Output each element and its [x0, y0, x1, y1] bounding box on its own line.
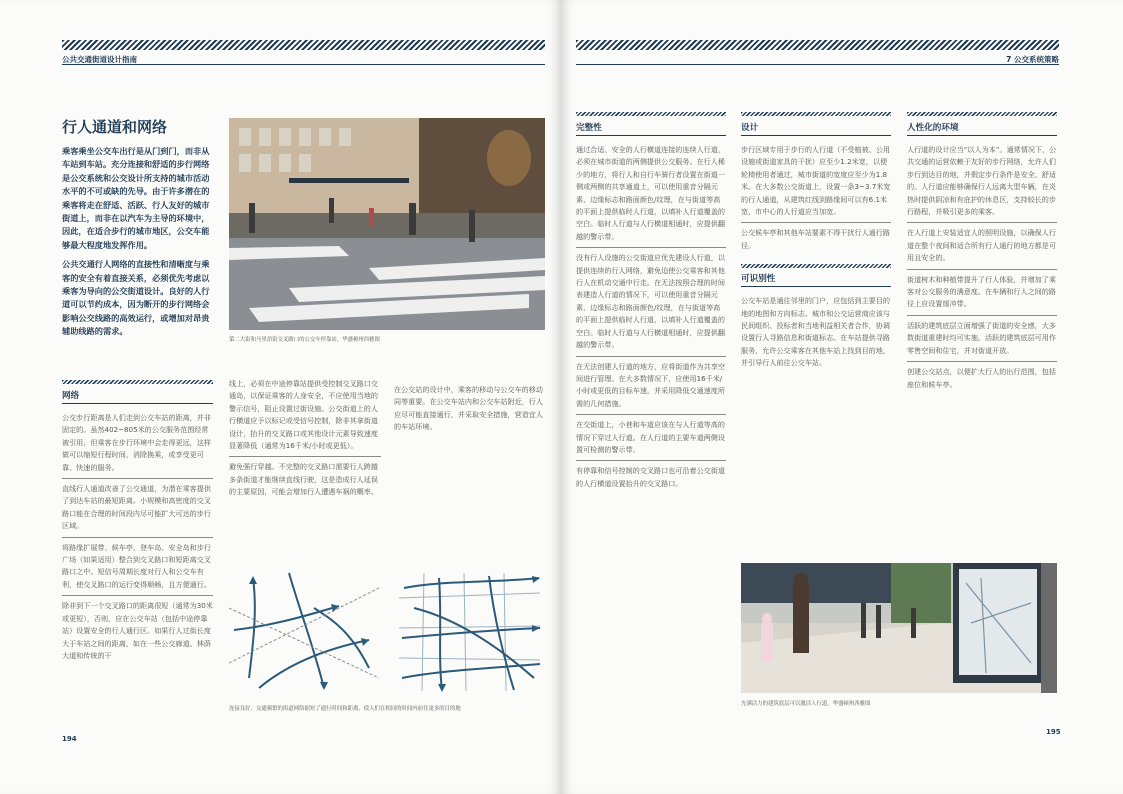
body-paragraph: 公交候车亭和其他车站要素不得干扰行人通行路径。: [741, 222, 891, 256]
intro-block: [62, 145, 214, 345]
body-paragraph: 通过合适、安全的人行横道连接的连续人行道，必须在城市街道的两侧提供公交服务。在行人稀少的地方，将行人和自行车骑行者设置在街道一侧或两侧的共享通道上，可以使用重音分隔元素、边缘标志和路面颜色/纹理，在与街道等高的平面上提供临时人行道，以填补人行道覆盖的空白。临时人行道与人行横道相通时，应提供翻越的警示带。: [576, 145, 725, 241]
integrity-column: [576, 118, 726, 494]
body-paragraph: 公交车站是通往邻里的门户，应包括到主要目的地的地图和方向标志。城市和公交运营商应该与民间组织、投标者和当地利益相关者合作，协调设置行人寻路信息和街道标志。在车站提供寻路服务，允许公交乘客在其他车站上找到目的地，并引导行人前往公交车站。: [741, 296, 890, 368]
body-paragraph: 在人行道上安装适宜人的照明设施，以确保人行道在整个夜间和适合所有行人通行的地方都是可用且安全的。: [907, 222, 1057, 268]
design-heading: 设计: [741, 121, 891, 136]
left-page: [0, 0, 561, 794]
section-hatch: [907, 112, 1057, 116]
running-head: 公共交通街道设计指南: [62, 55, 137, 64]
header-hatch-bar: [62, 40, 545, 50]
body-paragraph: 人行道的设计应当“以人为本”。通常情况下，公共交通的运营依赖于友好的步行网络，允许人们步行到达目的地，并假定步行条件是安全、舒适的。人行道应能够确保行人远离大型车辆，在炎热时提供阴凉和有庇护的休息区，支持较长的步行路程，并吸引更多的乘客。: [907, 145, 1057, 217]
section-hatch: [62, 380, 213, 384]
humane-heading: 人性化的环境: [907, 121, 1057, 136]
network-column-2: [229, 374, 381, 503]
body-paragraph: 活跃的建筑底层立面增强了街道的安全感，大多数街道重建时均可实施。活跃的建筑底层可用作零售空间和住宅，并对街道开放。: [907, 315, 1057, 361]
network-diagram-grid: [394, 568, 545, 696]
running-head-bar: [62, 50, 545, 65]
integrity-heading: 完整性: [576, 121, 726, 136]
running-head-bar: [576, 50, 1059, 65]
network-heading: 网络: [62, 389, 213, 404]
body-paragraph: 在无法创建人行道的地方，应将街道作为共享空间进行管理。在大多数情况下，应使用16千米/小时或更低的目标车速，并采用降低交通速度所需的几何措施。: [576, 356, 726, 415]
body-paragraph: 创建公交站点，以便扩大行人的出行范围，包括座位和候车亭。: [907, 361, 1057, 395]
body-paragraph: 有停靠和信号控制的交叉路口也可沿着公交街道的人行横道设置抬升的交叉路口。: [576, 460, 726, 494]
body-paragraph: 线上，必须在中途停靠站提供受控制交叉路口交通岛，以保证乘客的人身安全，不应使用当地的警示信号，阻止设置过街设施。公交街道上的人行横道应予以标记或受信号控制，除非其拿街道设计，抬升的交叉路口或其他设计元素导致速度显著降低（通常为16千米/小时或更低）。: [229, 379, 378, 451]
body-paragraph: 除非到下一个交叉路口的距离很短（通常为30米或更短），否则，应在公交车站（包括中途停靠站）设置安全的行人通行区。如果行人过街长度大于车站之间的距离，如在一些公交廊道、林荫大道和传统的干: [62, 595, 213, 666]
network-column-1: [62, 386, 213, 666]
sidewalk-photo: [741, 563, 1057, 693]
section-hatch: [576, 112, 726, 116]
network-column-3: [394, 380, 545, 438]
right-page: [561, 0, 1123, 794]
section-hatch: [741, 264, 891, 268]
intro-paragraph: 乘客乘坐公交车出行是从门到门，而非从车站到车站。充分连接和舒适的步行网络是公交系统和公交设计所支持的城市活动水平的不可或缺的先导。由于许多潜在的乘客将走在舒适、活跃、行人友好的城市街道上，而非在以汽车为主导的环境中，因此，在适合步行的城市地区，公交车能够最大程度地发挥作用。: [62, 146, 210, 250]
body-paragraph: 公交步行距离是人们走到公交车站的距离，并非固定的。虽然402~805米的公交服务范围经常被引用，但乘客在步行环境中会走得更远，这样做可以缩短行程时间，消除换乘，或享受更可靠、快速的服务。: [62, 413, 211, 472]
legibility-heading: 可识别性: [741, 272, 891, 287]
body-paragraph: 在公交站的设计中，乘客的移动与公交车的移动同等重要。在公交车站内和公交车站附近，行人应尽可能直接通行，并采取安全措施，营造宜人的车站环境。: [394, 385, 543, 432]
humane-column: [907, 118, 1057, 395]
body-paragraph: 将路缘扩展带、候车亭、登车岛、安全岛和步行广场（如果适用）整合到交叉路口和短距离交叉路口之中。短信号周期长度对行人和公交车有利，使交叉路口的运行变得顺畅，且方便通行。: [62, 537, 213, 596]
body-paragraph: 直线行人通道改善了公交通道，为潜在乘客提供了到达车站的最短距离。小规模和高密度的交叉路口能在合理的时间段内尽可能扩大可达的步行区域。: [62, 478, 213, 537]
intro-paragraph: 公共交通行人网络的直接性和清晰度与乘客的安全有着直接关系，必须优先考虑以乘客为导向的公交街道设计。良好的人行道可以节约成本，因为断开的步行网络会影响公交线路的高效运行，或增加对昂贵辅助线路的需求。: [62, 259, 210, 337]
body-paragraph: 没有行人设施的公交街道应优先建设人行道，以提供连续的行人网络，避免迫使公交乘客和其他行人在机动交通中行走。在无法按照合理的时间表建造人行道的情况下，可以使用重音分隔元素、边缘标志和路面颜色/纹理，在与街道等高的平面上提供临时人行道，以填补人行道覆盖的空白。临时人行道与人行横道相通时，应提供翻越的警示带。: [576, 247, 726, 355]
body-paragraph: 步行区域专用于步行的人行道（不受植被、公用设施或街道家具的干扰）应至少1.2米宽，以便轮椅使用者通过，城市街道的宽度应至少为1.8米。在大多数公交街道上，设置一条3~3.7米宽的行人通道，从建筑红线到路缘间可以有6.1米宽，市中心的人行道应当加宽。: [741, 145, 891, 217]
section-hatch: [741, 112, 891, 116]
body-paragraph: 在交街道上，小巷和车道应该在与人行道等高的情况下穿过人行道。在人行道的主要车道两侧设置可检测的警示带。: [576, 414, 726, 460]
body-paragraph: 避免强行穿越。不完整的交叉路口需要行人跨越多条街道才能继续直线行驶，这是造成行人延误的主要原因，可能会增加行人遭遇车祸的概率。: [229, 456, 381, 502]
running-head: 7 公交系统策略: [1006, 55, 1059, 64]
design-column: [741, 118, 891, 374]
network-diagram-connected: [229, 568, 379, 696]
page-number: 194: [62, 735, 77, 743]
diagram-caption: 连接良好、交通频繁的街道网络缩短了通行时间和距离，使人们在相同的时间内前往更多的目的地: [229, 706, 461, 712]
photo-caption: 充满活力的建筑底层可以激活人行道，华盛顿州西雅图: [741, 701, 871, 707]
page-title: 行人通道和网络: [62, 118, 168, 136]
street-photo: [229, 118, 545, 330]
header-hatch-bar: [576, 40, 1059, 50]
photo-caption: 第二大街和马里昂街交叉路口的公交车停靠站，华盛顿州西雅图: [229, 337, 380, 343]
body-paragraph: 街道树木和种植带提升了行人体验，并增加了乘客对公交服务的满意度。在车辆和行人之间的路径上应设置缓冲带。: [907, 269, 1057, 315]
page-number: 195: [1046, 728, 1061, 736]
